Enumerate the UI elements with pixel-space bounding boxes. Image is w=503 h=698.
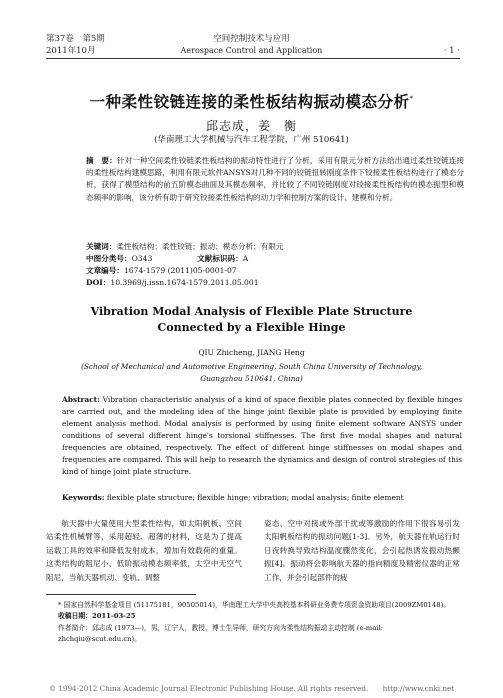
journal-title-cn: 空间控制技术与应用 — [213, 34, 290, 44]
paper-title-cn-text: 一种柔性铰链连接的柔性板结构振动模态分析 — [89, 92, 410, 111]
abstract-en-text: Vibration characteristic analysis of a kind of space flexible plates connected by flexible hinges are carried out, and the modeling idea of the hinge joint flexible plate is provided by employing finite element analysis method. Modal analysis is performed by using finite element software ANSYS under conditions of several different hinge's torsional stiffnesses. The first five modal shapes and natural frequencies are obtained, respectively. The effect of different hinge stiffnesses on modal shapes and frequencies are compared. This will help to research the dynamics and design of control strategies of this kind of hinge joint plate structure. — [62, 395, 462, 476]
title-footnote-mark: * — [409, 94, 414, 103]
keywords-en-label: Keywords: — [62, 493, 105, 502]
footnote-fund: * 国家自然科学基金项目 (51175181，90505014)，华南理工大学中央高校基本科研业务费专项资金资助项目(2009ZM0148)。 — [58, 601, 451, 609]
footnote-received: 收稿日期：2011-03-25 — [58, 612, 136, 621]
volume-issue: 第37卷 第5期 — [46, 34, 105, 44]
classification-line — [86, 253, 464, 265]
footnote-author: 作者简介：邱志成 (1973—)，男，辽宁人，教授，博士生导师，研究方向为柔性结构振动主动控制 (e-mail: zhchqiu@scut.edu.cn)。 — [58, 623, 383, 644]
affiliation-en-line-2: Guangzhou 510641, China) — [200, 373, 303, 383]
paper-title-en-line-1: Vibration Modal Analysis of Flexible Plate Structure — [90, 305, 413, 318]
journal-title-en: Aerospace Control and Application — [180, 46, 323, 55]
doi-value: 10.3969/j.issn.1674-1579.2011.05.001 — [110, 278, 259, 287]
paper-title-en — [0, 304, 503, 336]
issue-date: 2011年10月 — [46, 46, 96, 56]
affiliation-en — [0, 361, 503, 384]
article-number-value: 1674-1579 (2011)05-0001-07 — [123, 266, 237, 275]
footnote-rule — [46, 594, 196, 595]
doc-code-label: 文献标识码： — [197, 254, 243, 263]
keywords-cn — [86, 241, 464, 253]
paper-title-cn — [0, 90, 503, 112]
header-rule — [46, 58, 460, 59]
body-column-right: 姿态、空中对接或外部干扰或等激励的作用下很容易引发太阳帆板结构的振动问题[1-3]。另外，航天器在轨运行时日夜转换导致结构温度骤然变化，会引起热诱发振动热颤振[4]。振动将会影响航天器的指向精度及精密仪器的正常工作，并会引起部件的疲 — [264, 519, 460, 582]
abstract-cn-text: 针对一种空间柔性铰链柔性板结构的振动特性进行了分析，采用有限元分析方法给出通过柔性铰链连接的柔性板结构建模思路，利用有限元软件ANSYS对几种不同的铰链扭转刚度条件下铰接柔性板结构进行了模态分析，获得了模型结构的前五阶模态曲面及其模态频率，并比较了不同铰链刚度对铰接柔性板结构的模态振型和模态频率的影响，该分析有助于研究铰接柔性板结构的动力学和控制方案的设计、建模和分析。 — [86, 156, 465, 202]
clc-value: O343 — [131, 254, 153, 263]
copyright-footer: © 1994-2012 China Academic Journal Electronic Publishing House. All rights reserved. http://www.cnki.net — [48, 684, 455, 693]
doc-code-value: A — [242, 254, 249, 263]
keywords-en-text: flexible plate structure; flexible hinge; vibration; modal analysis; finite element — [106, 493, 404, 502]
page-number: · 1 · — [443, 46, 460, 56]
affiliation-cn: (华南理工大学机械与汽车工程学院，广州 510641) — [154, 135, 349, 145]
doi-label: DOI： — [86, 278, 111, 287]
abstract-en-label: Abstract: — [62, 395, 100, 404]
footnote — [58, 600, 464, 646]
clc-label: 中图分类号： — [86, 254, 132, 263]
abstract-cn — [86, 155, 464, 204]
keywords-en — [62, 492, 462, 504]
keywords-cn-text: 柔性板结构；柔性铰链；振动；模态分析；有限元 — [116, 242, 284, 251]
authors-cn: 邱志成，姜 衡 — [205, 119, 297, 133]
article-number-line — [86, 265, 464, 277]
abstract-cn-label: 摘 要： — [86, 156, 117, 165]
article-number-label: 文章编号： — [86, 266, 124, 275]
doi-line — [86, 277, 464, 289]
authors-en: QIU Zhicheng, JIANG Heng — [198, 348, 305, 357]
affiliation-en-line-1: (School of Mechanical and Automotive Engineering, South China University of Technology, — [80, 362, 423, 371]
abstract-en — [62, 394, 462, 478]
body-column-left: 航天器中大量使用大型柔性结构，如太阳帆板、空间站柔性机械臂等，采用超轻、超薄的材料，这是为了提高运载工具的效率和降低发射成本，增加有效载荷的重量。这类结构的阻尼小、低阶振动模态频率低，太空中无空气阻尼，当航天器机动、变轨、调整 — [46, 519, 242, 582]
paper-title-en-line-2: Connected by a Flexible Hinge — [157, 321, 346, 334]
keywords-cn-label: 关键词： — [86, 242, 117, 251]
